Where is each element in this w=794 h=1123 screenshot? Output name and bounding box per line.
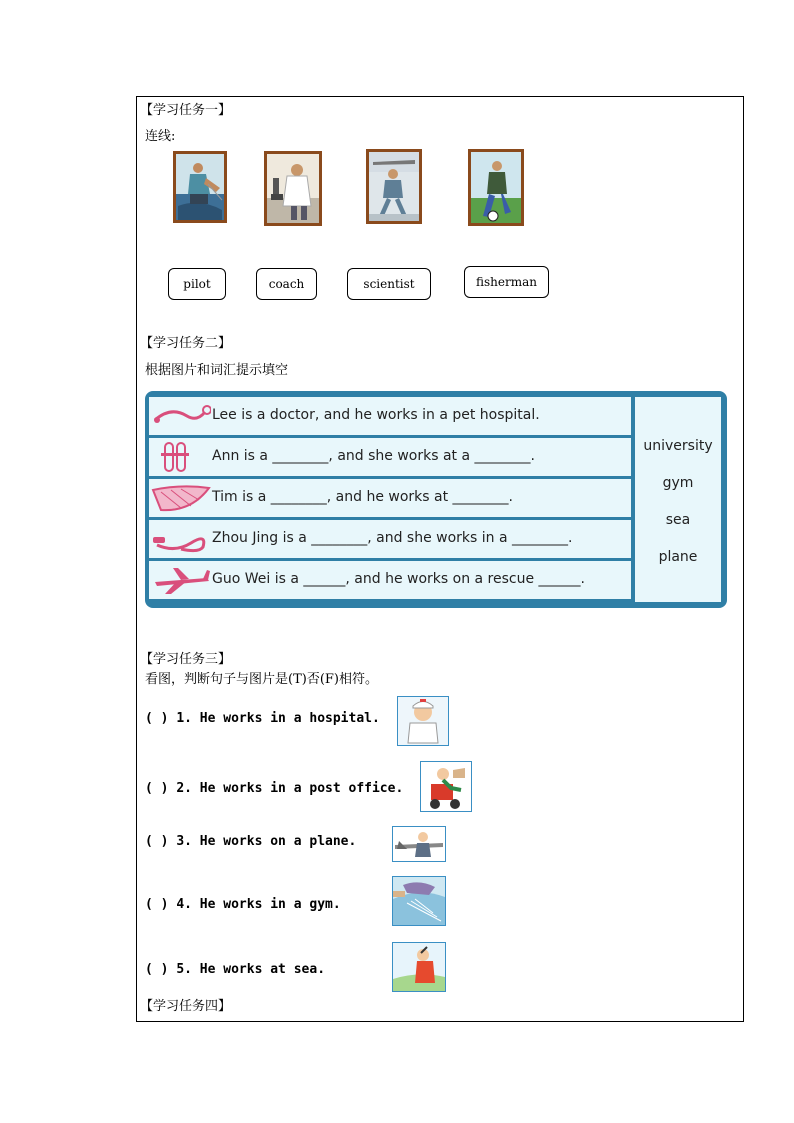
word-bank-item: plane xyxy=(658,549,698,565)
word-bank-item: university xyxy=(643,438,713,454)
question-text: 1. He works in a hospital. xyxy=(176,711,380,726)
task2-instruction: 根据图片和词汇提示填空 xyxy=(145,363,289,378)
word-bank-item: gym xyxy=(662,475,694,491)
task1-instruction: 连线: xyxy=(145,129,176,144)
answer-blank[interactable]: ( ) xyxy=(145,962,169,977)
sentence-row xyxy=(149,438,631,476)
sentence-text: Guo Wei is a ______, and he works on a rescue ______. xyxy=(212,571,585,587)
word-box-fisherman[interactable]: fisherman xyxy=(464,266,549,298)
task3-instruction: 看图，判断句子与图片是(T)否(F)相符。 xyxy=(145,672,378,687)
fisherman-thumb-picture xyxy=(392,876,446,926)
sentence-row xyxy=(149,479,631,517)
question-text: 4. He works in a gym. xyxy=(176,897,341,912)
scientist-picture xyxy=(264,151,322,226)
coach-thumb-picture xyxy=(392,942,446,992)
sentence-text: Tim is a ________, and he works at ________. xyxy=(212,489,513,505)
task4-heading: 【学习任务四】 xyxy=(140,999,232,1014)
fishing-net-icon xyxy=(151,482,211,514)
word-bank-item: sea xyxy=(665,512,691,528)
word-box-pilot[interactable]: pilot xyxy=(168,268,226,300)
doctor-picture xyxy=(397,696,449,746)
test-tubes-icon xyxy=(151,441,211,473)
sentence-row xyxy=(149,561,631,599)
fisherman-picture xyxy=(173,151,227,223)
airplane-icon xyxy=(151,564,211,596)
postman-picture xyxy=(420,761,472,812)
question-text: 5. He works at sea. xyxy=(176,962,326,977)
answer-blank[interactable]: ( ) xyxy=(145,711,169,726)
pilot-picture xyxy=(366,149,422,224)
question-3 xyxy=(145,834,356,849)
question-text: 3. He works on a plane. xyxy=(176,834,357,849)
question-5 xyxy=(145,962,325,977)
sentence-text: Lee is a doctor, and he works in a pet hospital. xyxy=(212,407,540,423)
task3-heading: 【学习任务三】 xyxy=(140,652,232,667)
task2-heading: 【学习任务二】 xyxy=(140,336,232,351)
stethoscope-icon xyxy=(151,400,211,432)
answer-blank[interactable]: ( ) xyxy=(145,781,169,796)
pilot-thumb-picture xyxy=(392,826,446,862)
sentence-row xyxy=(149,397,631,435)
jump-rope-icon xyxy=(151,523,211,555)
sentence-row xyxy=(149,520,631,558)
question-4 xyxy=(145,897,341,912)
coach-picture xyxy=(468,149,524,226)
word-box-scientist[interactable]: scientist xyxy=(347,268,431,300)
question-2 xyxy=(145,781,403,796)
sentence-text: Zhou Jing is a ________, and she works in a ________. xyxy=(212,530,573,546)
question-1 xyxy=(145,711,380,726)
word-bank xyxy=(635,397,721,602)
answer-blank[interactable]: ( ) xyxy=(145,897,169,912)
question-text: 2. He works in a post office. xyxy=(176,781,404,796)
fill-in-panel xyxy=(145,391,727,608)
sentence-text: Ann is a ________, and she works at a ________. xyxy=(212,448,535,464)
word-box-coach[interactable]: coach xyxy=(256,268,317,300)
task1-heading: 【学习任务一】 xyxy=(140,103,232,118)
answer-blank[interactable]: ( ) xyxy=(145,834,169,849)
